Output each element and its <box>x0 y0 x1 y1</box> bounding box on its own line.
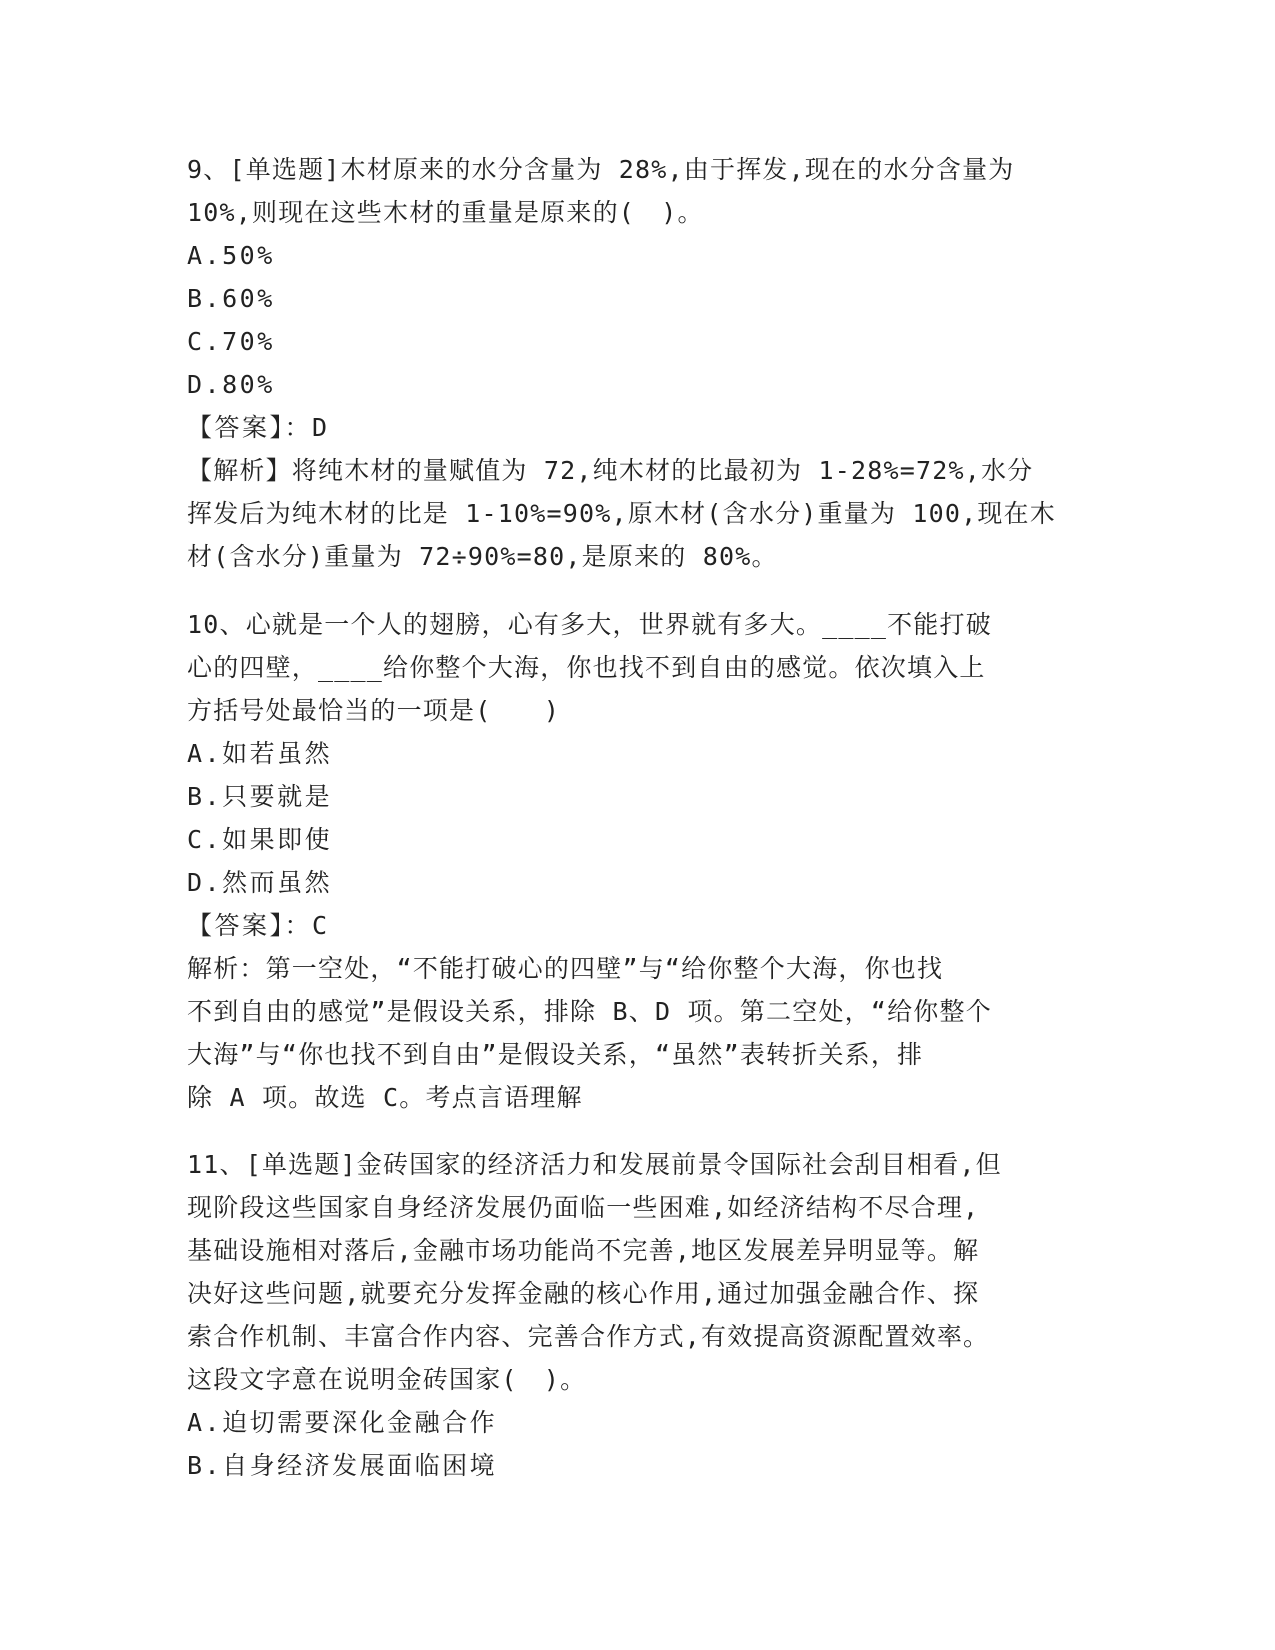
option-c: C.如果即使 <box>187 825 333 854</box>
answer: 【答案】：D <box>187 413 330 442</box>
option-c: C.70% <box>187 327 275 356</box>
question-stem-line: 现阶段这些国家自身经济发展仍面临一些困难,如经济结构不尽合理, <box>187 1193 980 1222</box>
question-11 <box>187 1143 1087 1487</box>
analysis-line: 不到自由的感觉”是假设关系，排除 B、D 项。第二空处，“给你整个 <box>187 997 992 1026</box>
answer: 【答案】：C <box>187 911 330 940</box>
option-b: B.自身经济发展面临困境 <box>187 1451 498 1480</box>
question-stem-line: 这段文字意在说明金砖国家( )。 <box>187 1365 587 1394</box>
option-b: B.只要就是 <box>187 782 333 811</box>
question-stem-line: 基础设施相对落后,金融市场功能尚不完善,地区发展差异明显等。解 <box>187 1236 980 1265</box>
option-a: A.迫切需要深化金融合作 <box>187 1408 498 1437</box>
analysis-line: 挥发后为纯木材的比是 1-10%=90%,原木材(含水分)重量为 100,现在木 <box>187 499 1056 528</box>
question-stem-line: 9、[单选题]木材原来的水分含量为 28%,由于挥发,现在的水分含量为 <box>187 155 1015 184</box>
option-a: A.50% <box>187 241 275 270</box>
question-stem-line: 索合作机制、丰富合作内容、完善合作方式,有效提高资源配置效率。 <box>187 1322 990 1351</box>
analysis-line: 大海”与“你也找不到自由”是假设关系，“虽然”表转折关系，排 <box>187 1040 924 1069</box>
question-stem-line: 10、心就是一个人的翅膀，心有多大，世界就有多大。____不能打破 <box>187 610 992 639</box>
question-stem-line: 心的四壁，____给你整个大海，你也找不到自由的感觉。依次填入上 <box>187 653 986 682</box>
analysis-line: 【解析】将纯木材的量赋值为 72,纯木材的比最初为 1-28%=72%,水分 <box>187 456 1034 485</box>
question-9 <box>187 148 1087 578</box>
option-b: B.60% <box>187 284 275 313</box>
option-d: D.然而虽然 <box>187 868 333 897</box>
question-10 <box>187 603 1087 1119</box>
option-a: A.如若虽然 <box>187 739 333 768</box>
question-stem-line: 方括号处最恰当的一项是( ) <box>187 696 561 725</box>
question-stem-line: 决好这些问题,就要充分发挥金融的核心作用,通过加强金融合作、探 <box>187 1279 980 1308</box>
analysis-line: 除 A 项。故选 C。考点言语理解 <box>187 1083 583 1112</box>
question-stem-line: 11、[单选题]金砖国家的经济活力和发展前景令国际社会刮目相看,但 <box>187 1150 1002 1179</box>
question-stem-line: 10%,则现在这些木材的重量是原来的( )。 <box>187 198 704 227</box>
option-d: D.80% <box>187 370 275 399</box>
analysis-line: 材(含水分)重量为 72÷90%=80,是原来的 80%。 <box>187 542 778 571</box>
analysis-line: 解析：第一空处，“不能打破心的四壁”与“给你整个大海，你也找 <box>187 954 944 983</box>
